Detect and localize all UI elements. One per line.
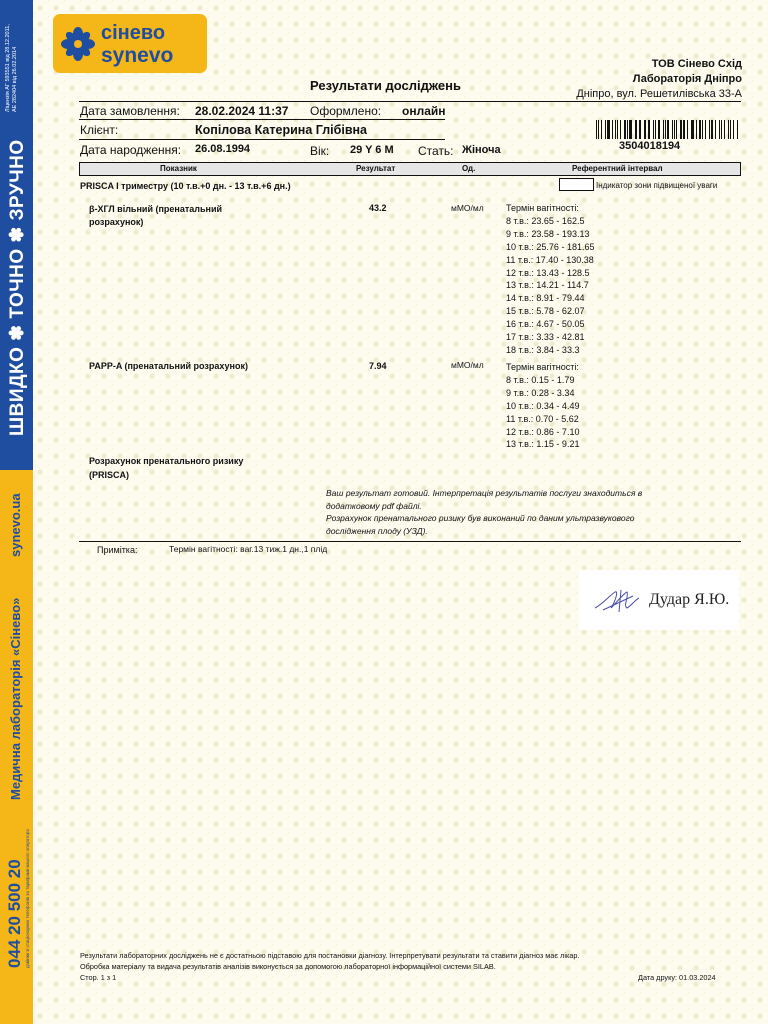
order-date-value: 28.02.2024 11:37 [195, 104, 289, 118]
barcode-bar [696, 120, 697, 139]
reference-line: 13 т.в.: 14.21 - 114.7 [506, 280, 589, 291]
reference-line: 9 т.в.: 0.28 - 3.34 [506, 387, 575, 398]
barcode-bar [645, 120, 646, 139]
license-line: Ліцензія АГ 593551 від 28.12.2011, [5, 24, 11, 112]
barcode-bar [699, 120, 700, 139]
barcode-bar [705, 120, 706, 139]
barcode-bar [680, 120, 682, 139]
reference-line: 10 т.в.: 25.76 - 181.65 [506, 241, 595, 252]
barcode-bar [607, 120, 609, 139]
barcode-bar [605, 120, 606, 139]
reference-pappa [506, 361, 579, 451]
barcode-bar [629, 120, 631, 139]
barcode-bar [676, 120, 677, 139]
client-label: Клієнт: [80, 123, 119, 137]
risk-note [326, 487, 686, 537]
barcode-bar [730, 120, 731, 139]
results-table-header [79, 162, 741, 176]
reference-line: 12 т.в.: 0.86 - 7.10 [506, 426, 580, 437]
barcode-bar [653, 120, 654, 139]
result-bhcg: 43.2 [369, 203, 387, 213]
barcode-bar [615, 120, 616, 139]
footer-disclaimer: Результати лабораторних досліджень не є достатньою підставою для постановки діагнозу. Інтерпретувати результати та ставити діагноз має лікар. [80, 951, 580, 960]
issued-label: Оформлено: [310, 104, 382, 118]
reference-list [506, 374, 579, 451]
column-header: Референтний інтервал [572, 164, 663, 173]
synevo-logo [53, 14, 207, 73]
barcode-bar [728, 120, 729, 139]
barcode-bar [644, 120, 645, 139]
risk-title [89, 455, 243, 482]
reference-line: 18 т.в.: 3.84 - 33.3 [506, 344, 580, 355]
lab-brand-name: Медична лабораторія «Сінево» [8, 597, 23, 800]
row-divider [79, 139, 445, 140]
lab-company: ТОВ Сінево Схід [651, 58, 742, 70]
barcode-bar [702, 120, 703, 139]
barcode-bar [724, 120, 725, 139]
barcode-bar [719, 120, 720, 139]
reference-line: 8 т.в.: 0.15 - 1.79 [506, 374, 575, 385]
age-value: 29 Y 6 M [350, 144, 394, 156]
reference-list [506, 215, 594, 357]
barcode-bar [737, 120, 738, 139]
birth-date-label: Дата народження: [80, 143, 182, 157]
note-label: Примітка: [97, 545, 138, 555]
barcode-bar [665, 120, 666, 139]
barcode-bar [620, 120, 621, 139]
logo-text-latin: synevo [101, 44, 174, 67]
website-link[interactable]: synevo.ua [8, 493, 23, 557]
barcode-bar [627, 120, 628, 139]
side-band [0, 0, 33, 1024]
barcode-bar [733, 120, 734, 139]
test-name-line: β-ХГЛ вільний (пренатальний [89, 204, 223, 214]
barcode-bar [596, 120, 597, 139]
logo-text-cyrillic: сінево [101, 22, 166, 44]
unit-pappa: мМО/мл [451, 360, 484, 370]
reference-line: 16 т.в.: 4.67 - 50.05 [506, 319, 585, 330]
barcode-bar [672, 120, 673, 139]
barcode-bar [709, 120, 710, 139]
barcode [596, 120, 739, 139]
license-text [5, 24, 19, 112]
indicator-legend: Індикатор зони підвищеної уваги [596, 181, 718, 190]
column-header: Показник [160, 164, 197, 173]
slogan: ШВИДКО ✽ ТОЧНО ✽ ЗРУЧНО [7, 139, 28, 436]
reference-line: 8 т.в.: 23.65 - 162.5 [506, 215, 585, 226]
footer-silab: Обробка матеріалу та видача результатів аналізів виконується за допомогою лабораторної інформаційної системи SILAB. [80, 962, 496, 971]
unit-bhcg: мМО/мл [451, 203, 484, 213]
risk-note-line: додатковому pdf файлі. [326, 500, 422, 511]
result-pappa: 7.94 [369, 361, 387, 371]
test-name-bhcg [89, 203, 222, 229]
birth-date-value: 26.08.1994 [195, 143, 251, 155]
phone-number[interactable]: 044 20 500 20 [5, 859, 24, 968]
barcode-bar [612, 120, 613, 139]
section-title: PRISCA I триместру (10 т.в.+0 дн. - 13 т.в.+6 дн.) [80, 181, 291, 191]
sex-label: Стать: [418, 144, 454, 158]
barcode-bar [636, 120, 637, 139]
barcode-bar [687, 120, 688, 139]
reference-line: 17 т.в.: 3.33 - 42.81 [506, 332, 585, 343]
test-name-pappa: PAPP-A (пренатальний розрахунок) [89, 361, 248, 371]
order-date-label: Дата замовлення: [80, 104, 180, 118]
client-value: Копілова Катерина Глібівна [195, 123, 368, 137]
barcode-bar [617, 120, 618, 139]
barcode-bar [667, 120, 668, 139]
column-header: Результат [356, 164, 396, 173]
reference-line: 14 т.в.: 8.91 - 79.44 [506, 293, 585, 304]
lab-info [576, 57, 742, 102]
barcode-bar [639, 120, 640, 139]
barcode-bar [674, 120, 675, 139]
barcode-bar [658, 120, 660, 139]
flower-logo-icon [61, 27, 95, 61]
note-text: Термін вагітності: ваг.13 тиж.1 дн.,1 плід [169, 544, 328, 554]
risk-title-line: (PRISCA) [89, 469, 129, 480]
reference-line: 13 т.в.: 1.15 - 9.21 [506, 439, 580, 450]
risk-note-line: Ваш результат готовий. Інтерпретація результатів послуги знаходиться в [326, 488, 643, 498]
header-divider [79, 101, 741, 102]
reference-line: 12 т.в.: 13.43 - 128.5 [506, 267, 590, 278]
barcode-bar [624, 120, 625, 139]
barcode-bar [715, 120, 716, 139]
reference-line: 15 т.в.: 5.78 - 62.07 [506, 306, 585, 317]
barcode-bar [683, 120, 684, 139]
reference-line: 11 т.в.: 0.70 - 5.62 [506, 413, 579, 424]
reference-line: 10 т.в.: 0.34 - 4.49 [506, 400, 580, 411]
barcode-bar [601, 120, 602, 139]
risk-title-line: Розрахунок пренатального ризику [89, 456, 244, 466]
barcode-bar [663, 120, 664, 139]
phone-note: дзвінки зі стаціонарних телефонів за тарифами вашого оператора [25, 829, 30, 968]
column-header: Од. [462, 164, 476, 173]
signer-name: Дудар Я.Ю. [649, 591, 730, 608]
row-divider [79, 119, 445, 120]
reference-title: Термін вагітності: [506, 203, 579, 213]
page-title: Результати досліджень [310, 78, 461, 93]
barcode-bar [711, 120, 713, 139]
reference-line: 9 т.в.: 23.58 - 193.13 [506, 228, 590, 239]
signature-scribble-icon [593, 586, 641, 616]
barcode-bar [691, 120, 692, 139]
test-name-line: розрахунок) [89, 217, 144, 227]
risk-note-line: Розрахунок пренатального ризику був виконаний по даним ультразвукового [326, 513, 635, 523]
reference-line: 11 т.в.: 17.40 - 130.38 [506, 254, 594, 265]
risk-note-line: дослідження плоду (УЗД). [326, 525, 428, 536]
table-bottom-divider [79, 541, 741, 542]
reference-title: Термін вагітності: [506, 362, 579, 372]
barcode-bar [635, 120, 636, 139]
barcode-bar [721, 120, 722, 139]
barcode-bar [655, 120, 656, 139]
lab-address: Дніпро, вул. Решетилівська 33-А [576, 88, 742, 100]
barcode-bar [598, 120, 599, 139]
page-number: Стор. 1 з 1 [80, 973, 117, 982]
license-line: АЕ 282404 від 26.02.2014 [12, 46, 18, 112]
reference-bhcg [506, 202, 594, 357]
lab-name: Лабораторія Дніпро [632, 73, 742, 85]
age-label: Вік: [310, 144, 330, 158]
sex-value: Жіноча [462, 144, 501, 156]
print-date: Дата друку: 01.03.2024 [638, 973, 716, 982]
issued-value: онлайн [402, 104, 446, 118]
indicator-box [559, 178, 594, 191]
barcode-bar [692, 120, 693, 139]
barcode-number: 3504018194 [619, 140, 681, 152]
barcode-bar [648, 120, 649, 139]
signature-block [579, 570, 739, 630]
